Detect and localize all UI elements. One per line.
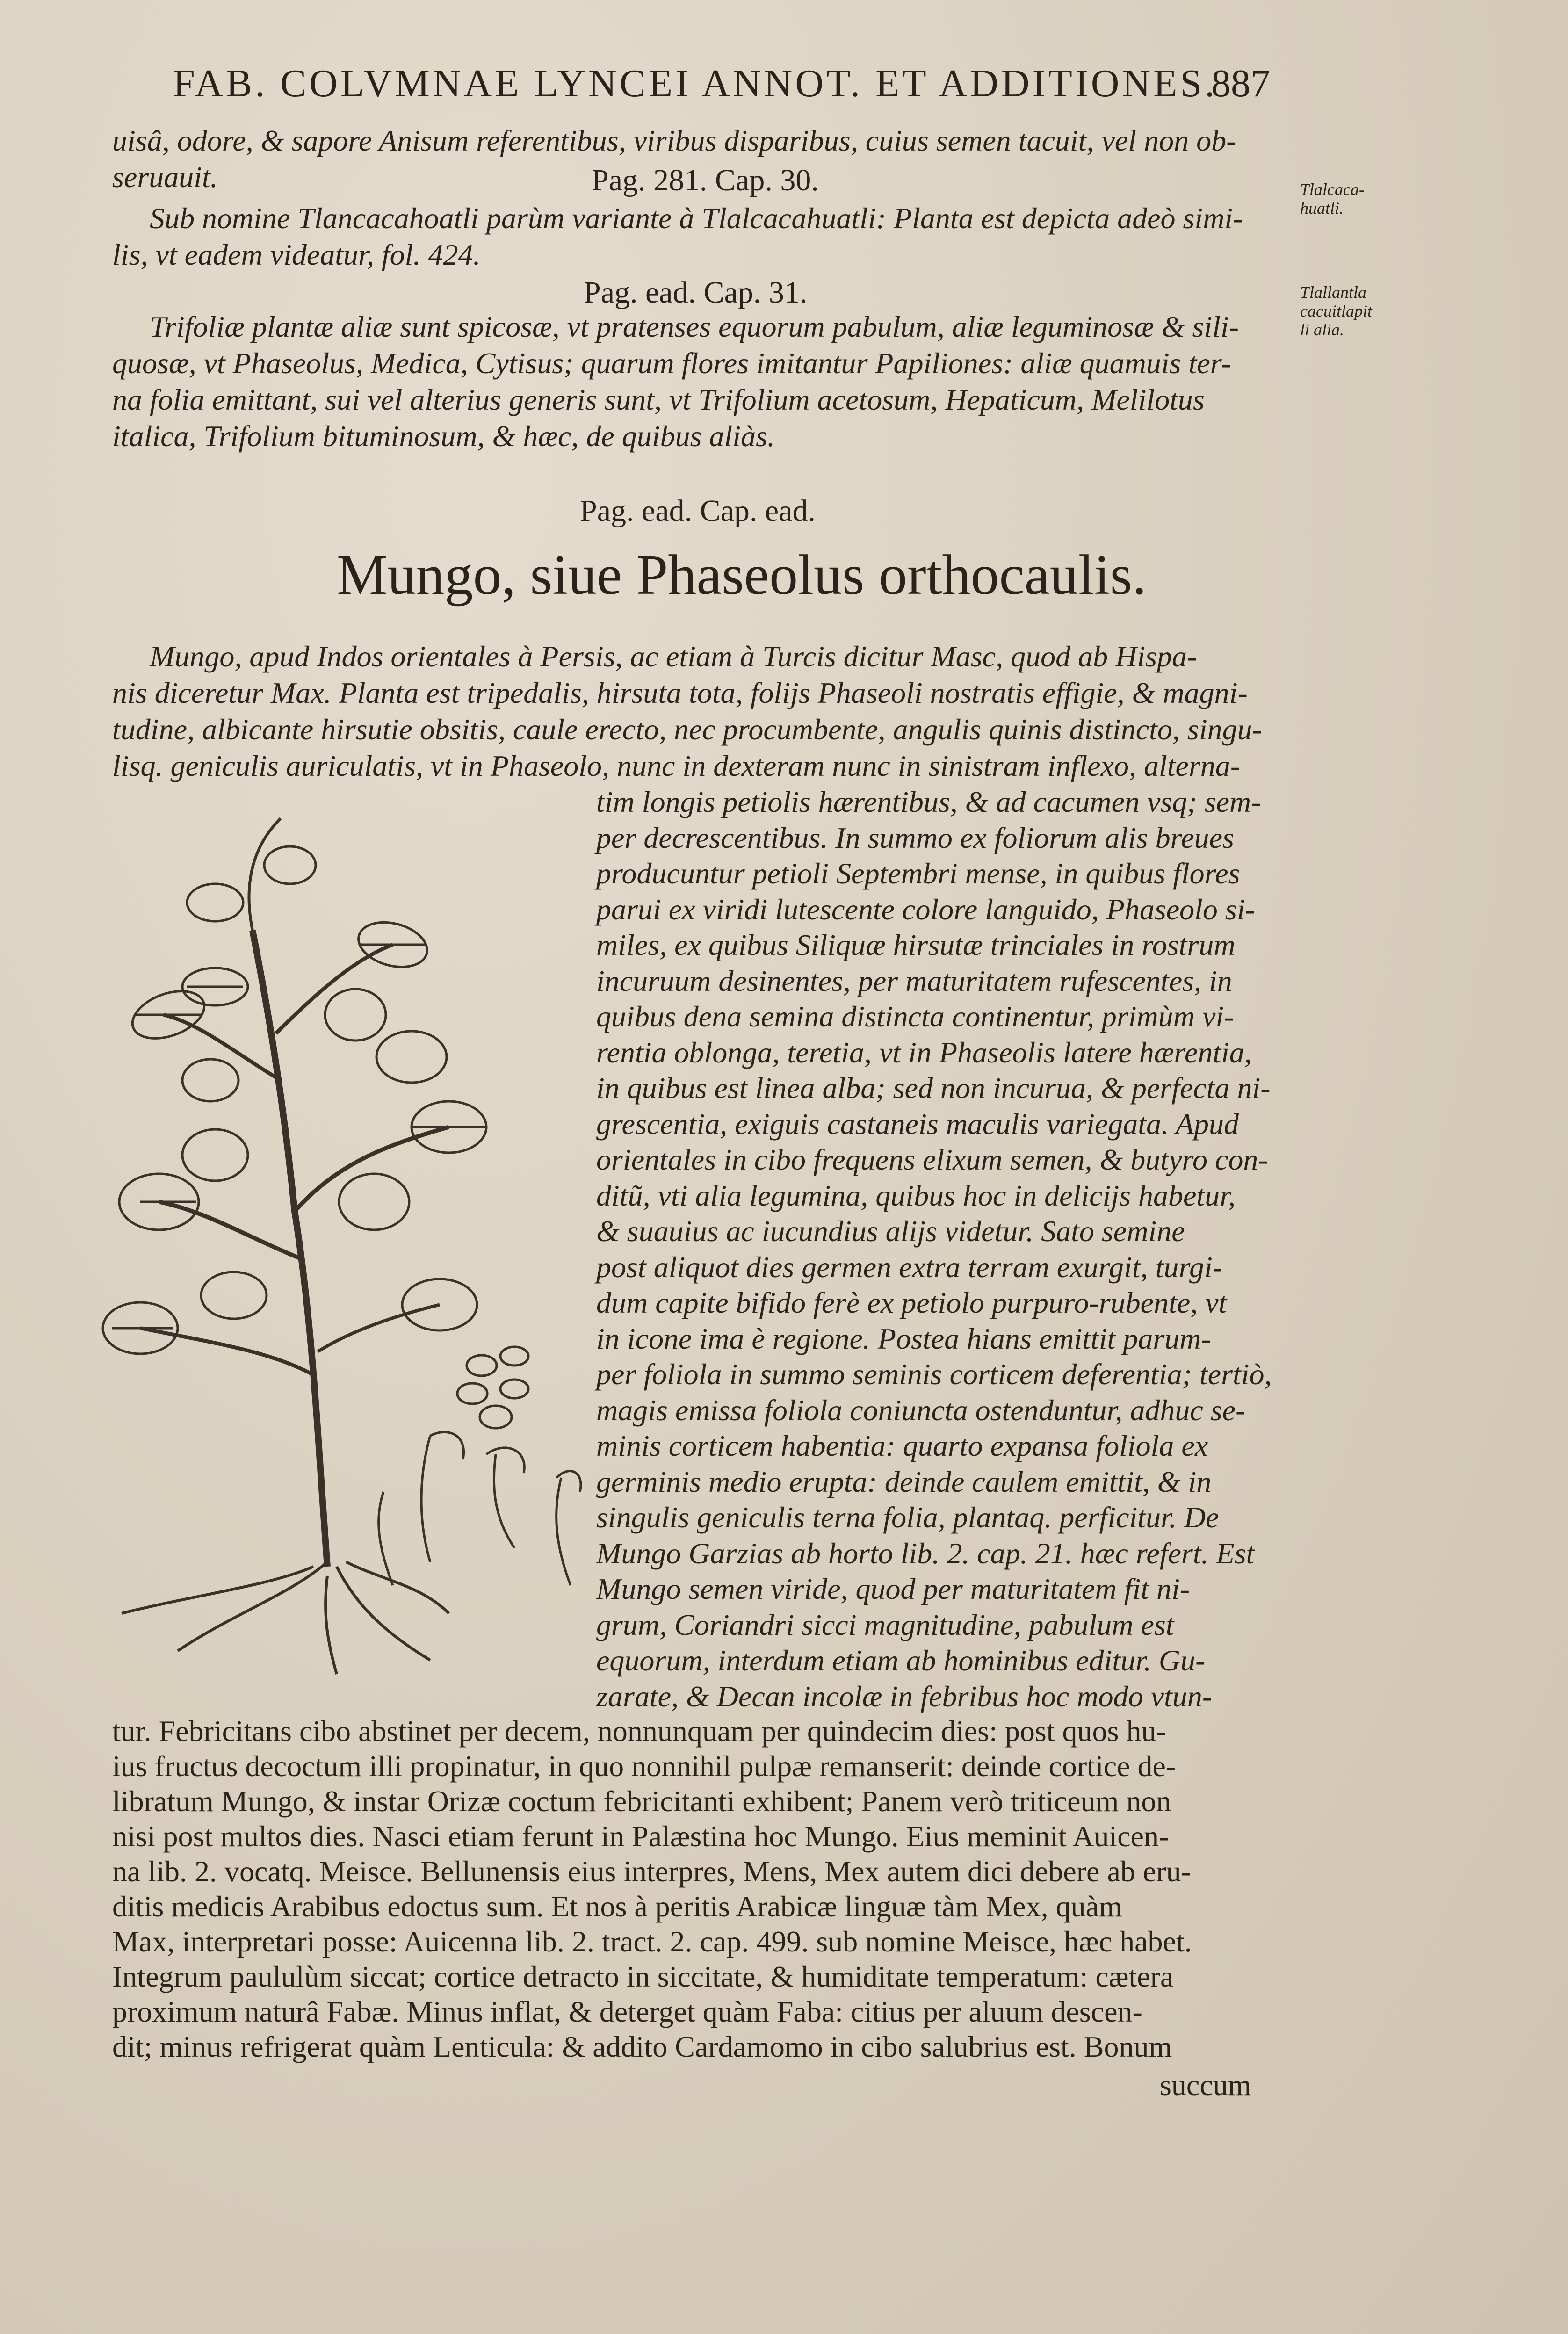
text-line: uisâ, odore, & sapore Anisum referentibus, viribus disparibus, cuius semen tacuit, vel non ob-: [112, 124, 1236, 157]
catchword: succum: [1160, 2068, 1251, 2102]
text-line: per decrescentibus. In summo ex foliorum alis breues: [596, 821, 1234, 854]
margin-note-tlalcacahuatli: Tlalcaca- huatli.: [1300, 180, 1365, 217]
text-line: zarate, & Decan incolæ in febribus hoc modo vtun-: [596, 1679, 1213, 1713]
text-line: Mungo, apud Indos orientales à Persis, ac etiam à Turcis dicitur Masc, quod ab Hispa-: [150, 640, 1197, 673]
text-line: ditũ, vti alia legumina, quibus hoc in delicijs habetur,: [596, 1178, 1236, 1212]
text-line: Sub nomine Tlancacahoatli parùm variante à Tlalcacahuatli: Planta est depicta adeò simi-: [150, 202, 1243, 235]
main-text-side: [596, 784, 1272, 1714]
text-line: rentia oblonga, teretia, vt in Phaseolis latere hærentia,: [596, 1035, 1252, 1069]
text-line: dum capite bifido ferè ex petiolo purpuro-rubente, vt: [596, 1286, 1227, 1319]
text-line: lisq. geniculis auriculatis, vt in Phaseolo, nunc in dexteram nunc in sinistram inflexo, alterna-: [112, 749, 1241, 782]
text-line: miles, ex quibus Siliquæ hirsutæ trinciales in rostrum: [596, 928, 1236, 961]
paragraph-trifoliae: [112, 309, 1239, 455]
text-line: post aliquot dies germen extra terram exurgit, turgi-: [596, 1250, 1223, 1284]
text-line: dit; minus refrigerat quàm Lenticula: & addito Cardamomo in cibo salubrius est. Bonum: [112, 2030, 1172, 2063]
paragraph-tlancacahoatli: [112, 200, 1243, 273]
text-line: equorum, interdum etiam ab hominibus editur. Gu-: [596, 1644, 1206, 1677]
text-line: grum, Coriandri sicci magnitudine, pabulum est: [596, 1608, 1174, 1641]
text-line: tur. Febricitans cibo abstinet per decem, nonnunquam per quindecim dies: post quos hu-: [112, 1714, 1166, 1748]
section-title: Mungo, siue Phaseolus orthocaulis.: [337, 543, 1147, 607]
chapter-ref: Pag. ead. Cap. ead.: [580, 494, 816, 528]
text-line: libratum Mungo, & instar Orizæ coctum febricitanti exhibent; Panem verò triticeum non: [112, 1785, 1171, 1818]
text-line: Max, interpretari posse: Auicenna lib. 2. tract. 2. cap. 499. sub nomine Meisce, hæc habet.: [112, 1925, 1192, 1958]
text-line: na folia emittant, sui vel alterius generis sunt, vt Trifolium acetosum, Hepaticum, Melilotus: [112, 383, 1205, 416]
text-line: italica, Trifolium bituminosum, & hæc, de quibus aliàs.: [112, 419, 775, 453]
text-line: nis diceretur Max. Planta est tripedalis, hirsuta tota, folijs Phaseoli nostratis effigie, & magni-: [112, 676, 1248, 709]
main-text-full: [112, 638, 1262, 784]
main-text-tail: [112, 1713, 1192, 2064]
text-line: nisi post multos dies. Nasci etiam ferunt in Palæstina hoc Mungo. Eius meminit Auicen-: [112, 1820, 1169, 1853]
chapter-ref: Pag. 281. Cap. 30.: [592, 163, 819, 197]
page-number: 887: [1211, 62, 1270, 105]
text-line: Trifoliæ plantæ aliæ sunt spicosæ, vt pratenses equorum pabulum, aliæ leguminosæ & sili-: [150, 310, 1239, 343]
text-line: ius fructus decoctum illi propinatur, in quo nonnihil pulpæ remanserit: deinde cortice de-: [112, 1749, 1176, 1783]
text-line: per foliola in summo seminis corticem deferentia; tertiò,: [596, 1358, 1272, 1391]
text-line: Integrum paululùm siccat; cortice detracto in siccitate, & humiditate temperatum: cætera: [112, 1960, 1174, 1993]
text-line: magis emissa foliola coniuncta ostenduntur, adhuc se-: [596, 1393, 1246, 1427]
text-line: tim longis petiolis hærentibus, & ad cacumen vsq; sem-: [596, 785, 1261, 818]
text-line: grescentia, exiguis castaneis maculis variegata. Apud: [596, 1107, 1239, 1141]
text-line: orientales in cibo frequens elixum semen, & butyro con-: [596, 1143, 1268, 1176]
text-line: quosæ, vt Phaseolus, Medica, Cytisus; quarum flores imitantur Papiliones: aliæ quamuis ter-: [112, 347, 1231, 380]
mungo-plant-woodcut: [94, 790, 589, 1679]
text-line: parui ex viridi lutescente colore languido, Phaseolo si-: [596, 892, 1255, 926]
text-line: lis, vt eadem videatur, fol. 424.: [112, 238, 481, 271]
running-header: FAB. COLVMNAE LYNCEI ANNOT. ET ADDITIONES.: [173, 62, 1218, 105]
text-line: proximum naturâ Fabæ. Minus inflat, & deterget quàm Faba: citius per aluum descen-: [112, 1995, 1142, 2028]
text-line: incuruum desinentes, per maturitatem rufescentes, in: [596, 964, 1232, 997]
margin-note-tlallantla: Tlallantla cacuitlapit li alia.: [1300, 283, 1372, 339]
text-line: & suauius ac iucundius alijs videtur. Sato semine: [596, 1214, 1185, 1248]
text-line: quibus dena semina distincta continentur, primùm vi-: [596, 1000, 1234, 1033]
text-line: ditis medicis Arabibus edoctus sum. Et nos à peritis Arabicæ linguæ tàm Mex, quàm: [112, 1890, 1122, 1923]
text-line: germinis medio erupta: deinde caulem emittit, & in: [596, 1465, 1212, 1498]
text-line: seruauit.: [112, 160, 218, 194]
text-line: singulis geniculis terna folia, plantaq. perficitur. De: [596, 1501, 1219, 1534]
text-line: tudine, albicante hirsutie obsitis, caule erecto, nec procumbente, angulis quinis distincto, singu-: [112, 713, 1262, 746]
text-line: producuntur petioli Septembri mense, in quibus flores: [596, 857, 1240, 890]
chapter-ref: Pag. ead. Cap. 31.: [584, 275, 808, 310]
text-line: Mungo semen viride, quod per maturitatem fit ni-: [596, 1572, 1190, 1605]
text-line: na lib. 2. vocatq. Meisce. Bellunensis eius interpres, Mens, Mex autem dici debere ab eru-: [112, 1855, 1191, 1888]
text-line: minis corticem habentia: quarto expansa foliola ex: [596, 1429, 1208, 1462]
text-line: in quibus est linea alba; sed non incurua, & perfecta ni-: [596, 1071, 1271, 1105]
text-line: Mungo Garzias ab horto lib. 2. cap. 21. hæc refert. Est: [596, 1536, 1255, 1570]
text-line: in icone ima è regione. Postea hians emittit parum-: [596, 1322, 1211, 1355]
